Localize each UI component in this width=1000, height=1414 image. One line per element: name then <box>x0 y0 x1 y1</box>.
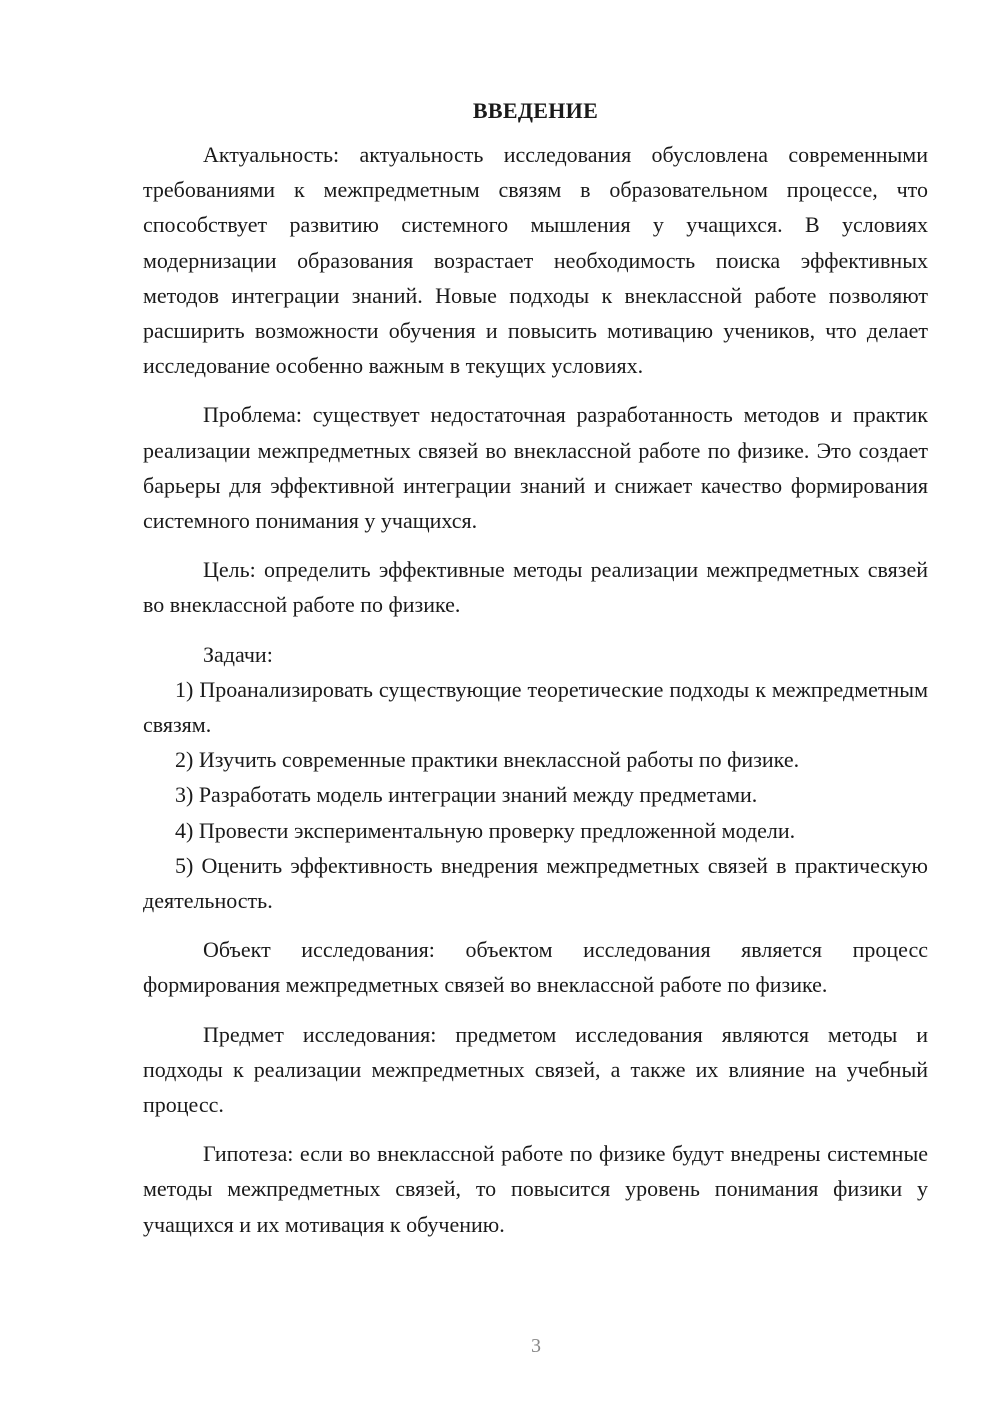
paragraph-problem: Проблема: существует недостаточная разработанность методов и практик реализации межпредметных связей во внеклассной работе по физике. Это создает барьеры для эффективной интеграции знаний и снижает качество формирования системного понимания у учащихся. <box>143 402 928 534</box>
paragraph-object: Объект исследования: объектом исследования является процесс формирования межпредметных связей во внеклассной работе по физике. <box>143 937 928 998</box>
paragraph-subject: Предмет исследования: предметом исследования являются методы и подходы к реализации межпредметных связей, а также их влияние на учебный процесс. <box>143 1021 928 1118</box>
paragraph-relevance: Актуальность: актуальность исследования обусловлена современными требованиями к межпредметным связям в образовательном процессе, что способствует развитию системного мышления у учащихся. В условиях модернизации образования возрастает необходимость поиска эффективных методов интеграции знаний. Новые подходы к внеклассной работе позволяют расширить возможности обучения и повысить мотивацию учеников, что делает исследование особенно важным в текущих условиях. <box>143 142 928 379</box>
section-heading: ВВЕДЕНИЕ <box>472 98 599 123</box>
task-item-3: 3) Разработать модель интеграции знаний между предметами. <box>175 782 758 808</box>
page-number: 3 <box>531 1335 541 1357</box>
tasks-label: Задачи: <box>203 641 273 667</box>
task-item-1: 1) Проанализировать существующие теоретические подходы к межпредметным связям. <box>143 676 928 738</box>
page-content <box>143 95 928 1242</box>
paragraph-hypothesis: Гипотеза: если во внеклассной работе по физике будут внедрены системные методы межпредметных связей, то повысится уровень понимания физики у учащихся и их мотивация к обучению. <box>143 1141 928 1237</box>
paragraph-goal: Цель: определить эффективные методы реализации межпредметных связей во внеклассной работе по физике. <box>143 557 928 618</box>
task-item-5: 5) Оценить эффективность внедрения межпредметных связей в практическую деятельность. <box>143 852 928 914</box>
task-item-4: 4) Провести экспериментальную проверку предложенной модели. <box>175 817 796 843</box>
task-item-2: 2) Изучить современные практики внеклассной работы по физике. <box>175 747 800 773</box>
